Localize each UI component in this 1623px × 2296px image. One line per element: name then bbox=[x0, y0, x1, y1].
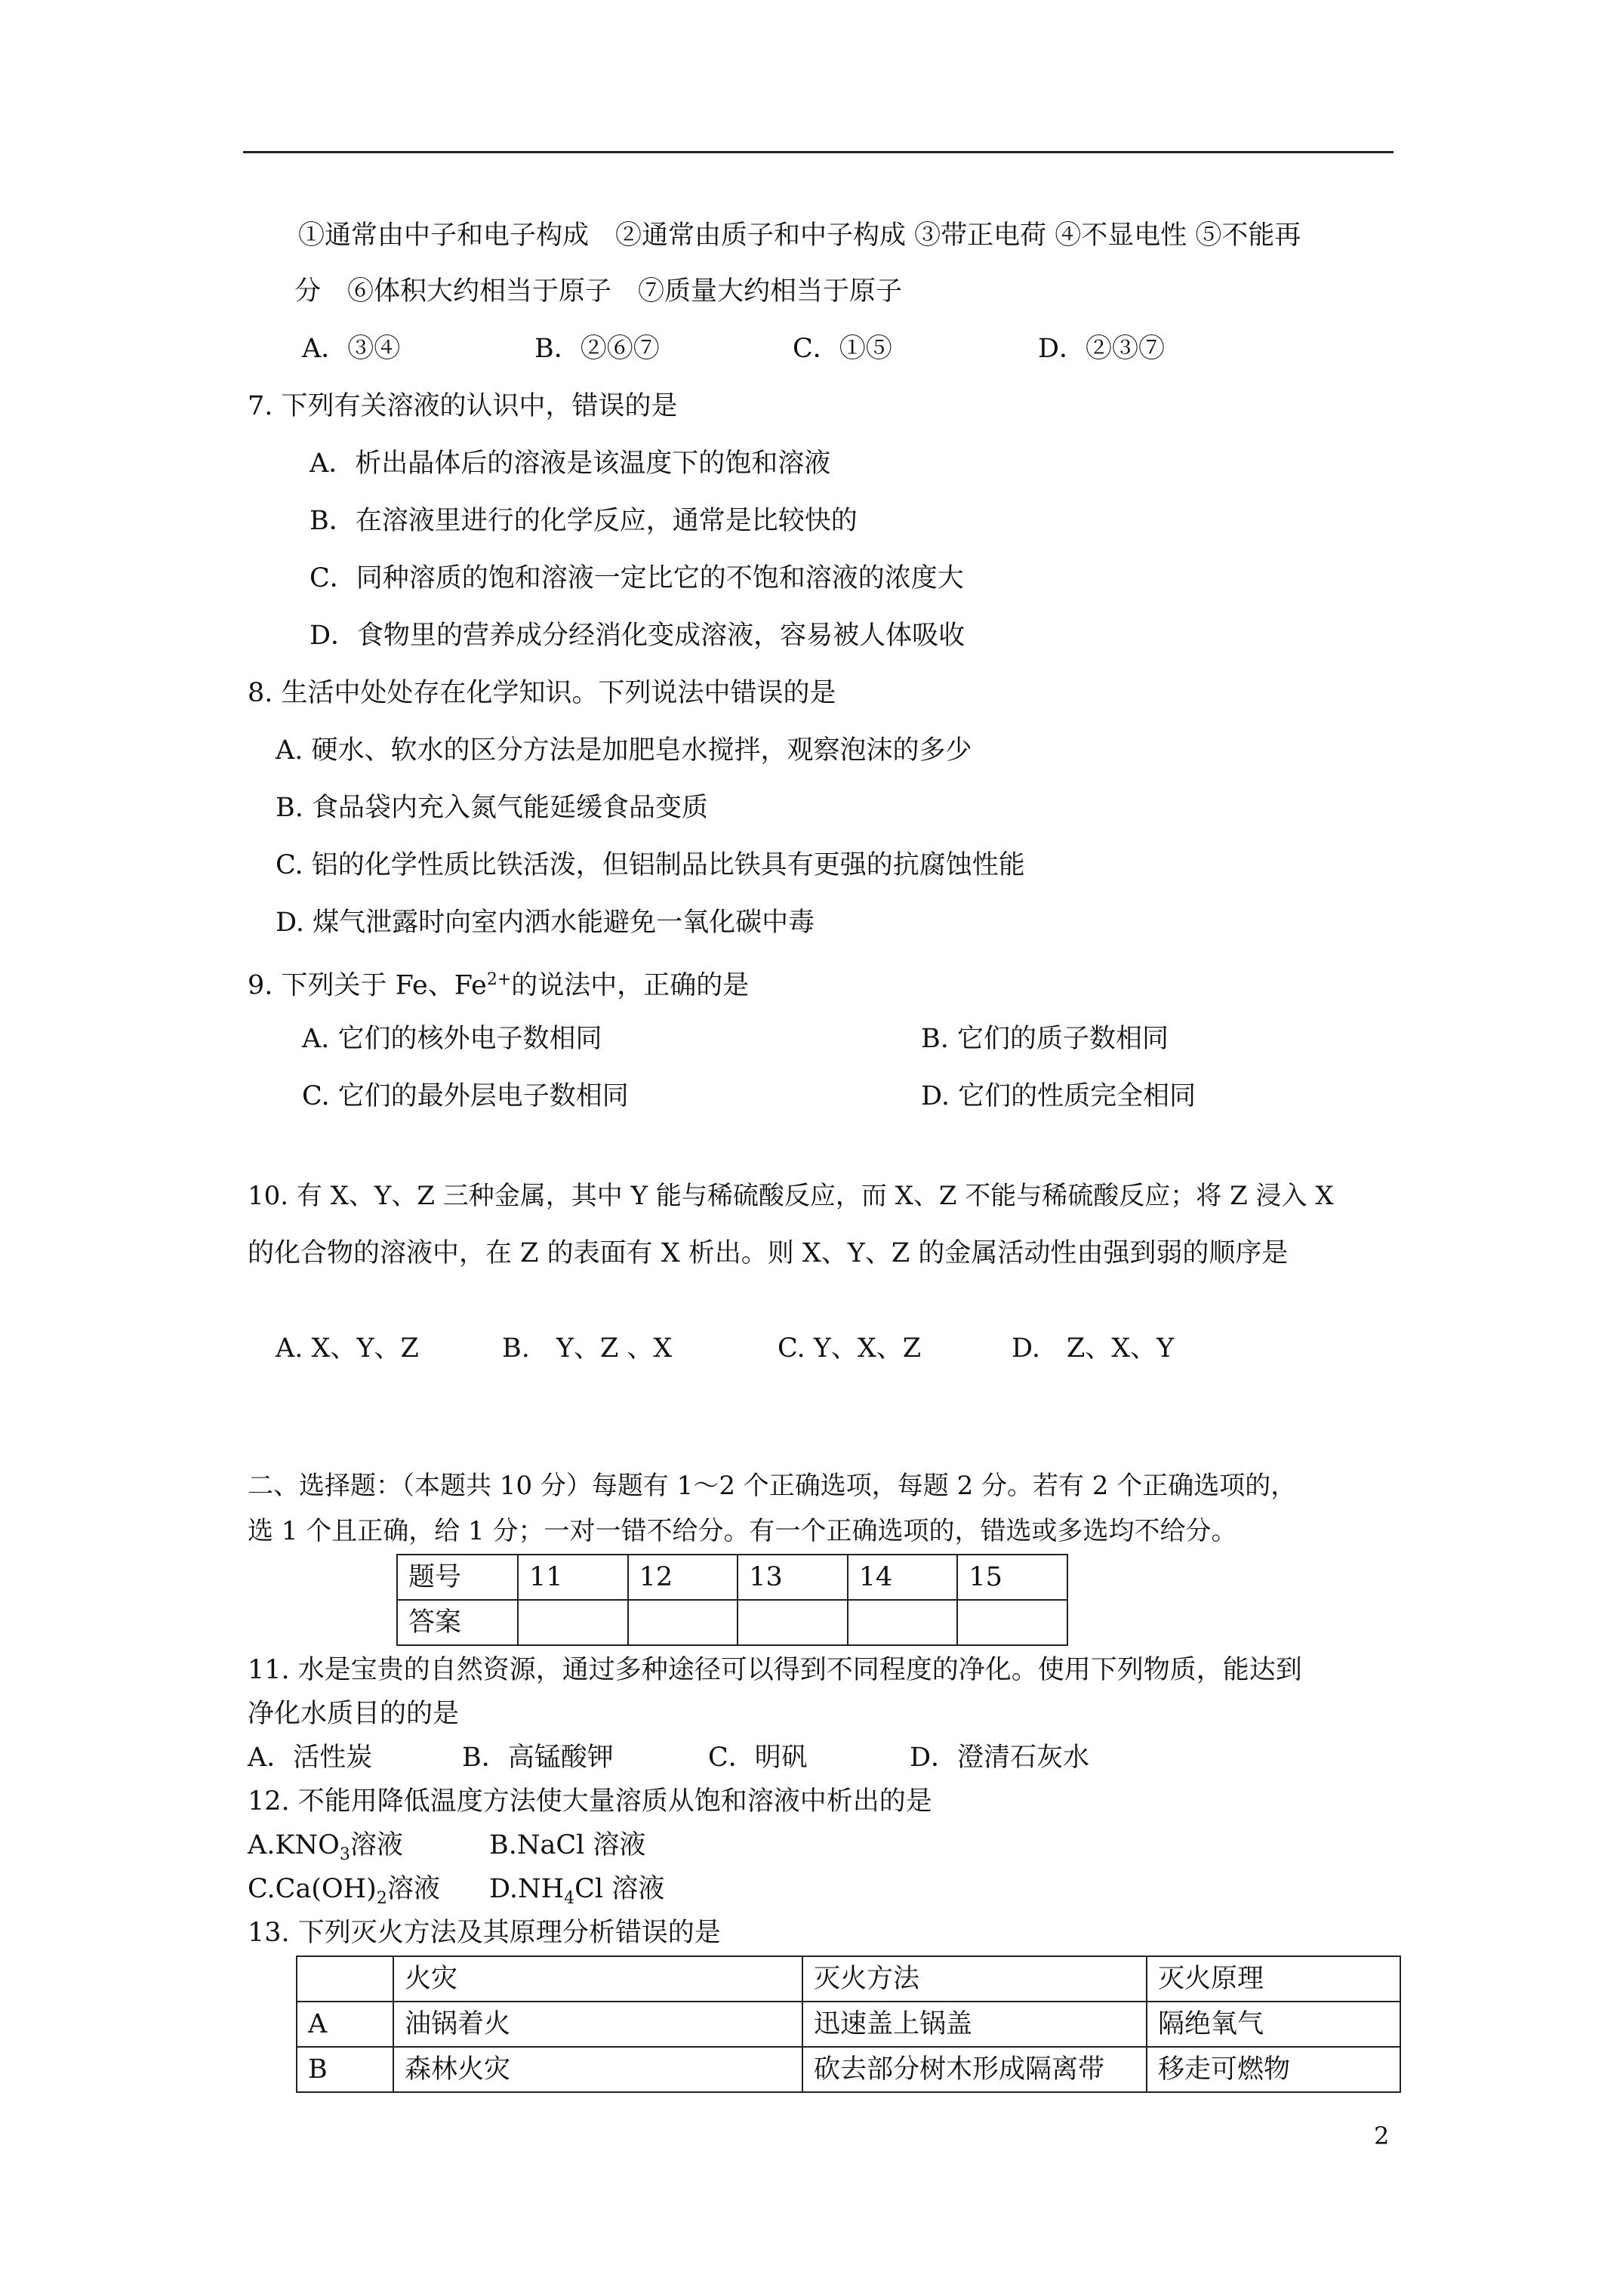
answer-blank-12[interactable] bbox=[628, 1600, 738, 1645]
answer-table-cell: 15 bbox=[957, 1555, 1067, 1600]
q12-option-d-sub: 4 bbox=[564, 1889, 575, 1908]
q9-stem-charge: 2+ bbox=[486, 970, 512, 989]
q12-option-c-sub: 2 bbox=[376, 1889, 387, 1908]
q11-option-d: D．澄清石灰水 bbox=[910, 1743, 1090, 1773]
q11-option-a: A．活性炭 bbox=[248, 1743, 373, 1773]
q12-option-a-sub: 3 bbox=[339, 1845, 350, 1864]
q10-option-c: C. Y、X、Z bbox=[778, 1333, 922, 1364]
q11-line1: 11. 水是宝贵的自然资源，通过多种途径可以得到不同程度的净化。使用下列物质，能达到 bbox=[248, 1655, 1302, 1685]
q12-option-d bbox=[489, 1871, 664, 1917]
q10-option-d: D. Z、X、Y bbox=[1012, 1333, 1175, 1364]
fire-table bbox=[296, 1955, 1401, 2093]
fire-table-cell: 砍去部分树木形成隔离带 bbox=[802, 2047, 1147, 2092]
section2-line2: 选 1 个且正确，给 1 分；一对一错不给分。有一个正确选项的，错选或多选均不给分。 bbox=[248, 1516, 1237, 1546]
q12-option-a-pre: A.KNO bbox=[248, 1830, 340, 1860]
q11-option-c: C．明矾 bbox=[708, 1743, 808, 1773]
q10-line1: 10. 有 X、Y、Z 三种金属，其中 Y 能与稀硫酸反应，而 X、Z 不能与稀硫酸反应；将 Z 浸入 X bbox=[248, 1181, 1334, 1211]
answer-table-row-answers bbox=[397, 1600, 1067, 1645]
fire-table-cell: 油锅着火 bbox=[393, 2002, 802, 2047]
q9-option-a: A. 它们的核外电子数相同 bbox=[302, 1024, 602, 1054]
q9-option-b: B. 它们的质子数相同 bbox=[921, 1024, 1169, 1054]
q8-option-c: C. 铝的化学性质比铁活泼，但铝制品比铁具有更强的抗腐蚀性能 bbox=[276, 850, 1025, 880]
q6-option-d: D．②③⑦ bbox=[1038, 334, 1166, 364]
q12-option-d-post: Cl 溶液 bbox=[574, 1874, 665, 1904]
q9-stem-prefix: 9. 下列关于 Fe、Fe bbox=[248, 970, 487, 1001]
q10-option-b: B. Y、Z 、X bbox=[502, 1333, 673, 1364]
q12-option-c-post: 溶液 bbox=[387, 1874, 440, 1904]
q6-option-b: B．②⑥⑦ bbox=[534, 334, 660, 364]
header-rule bbox=[243, 151, 1394, 153]
answer-table-cell: 答案 bbox=[397, 1600, 518, 1645]
q6-option-c: C．①⑤ bbox=[793, 334, 892, 364]
fire-table-cell: 灭火方法 bbox=[802, 1956, 1147, 2002]
page-number: 2 bbox=[1374, 2122, 1390, 2150]
q9-option-d: D. 它们的性质完全相同 bbox=[921, 1081, 1196, 1111]
fire-table-row bbox=[297, 2047, 1400, 2092]
q7-option-d: D．食物里的营养成分经消化变成溶液，容易被人体吸收 bbox=[310, 621, 965, 651]
fire-table-cell: 隔绝氧气 bbox=[1147, 2002, 1400, 2047]
q8-option-d: D. 煤气泄露时向室内洒水能避免一氧化碳中毒 bbox=[276, 908, 815, 938]
fire-table-cell: 灭火原理 bbox=[1147, 1956, 1400, 2002]
answer-blank-15[interactable] bbox=[957, 1600, 1067, 1645]
q10-option-a: A. X、Y、Z bbox=[276, 1333, 419, 1364]
fire-table-cell: 森林火灾 bbox=[393, 2047, 802, 2092]
q12-option-d-pre: D.NH bbox=[489, 1874, 565, 1904]
q8-option-a: A. 硬水、软水的区分方法是加肥皂水搅拌，观察泡沫的多少 bbox=[276, 735, 972, 766]
fire-table-cell: 移走可燃物 bbox=[1147, 2047, 1400, 2092]
q9-stem-suffix: 的说法中，正确的是 bbox=[511, 970, 750, 1001]
fire-table-cell: 火灾 bbox=[393, 1956, 802, 2002]
answer-table bbox=[396, 1554, 1068, 1646]
answer-table-cell: 题号 bbox=[397, 1555, 518, 1600]
answer-blank-13[interactable] bbox=[738, 1600, 848, 1645]
section2-line1: 二、选择题：（本题共 10 分）每题有 1～2 个正确选项，每题 2 分。若有 2 个正确选项的， bbox=[248, 1471, 1297, 1501]
fire-table-row bbox=[297, 2002, 1400, 2047]
q6-line1: ①通常由中子和电子构成 ②通常由质子和中子构成 ③带正电荷 ④不显电性 ⑤不能再 bbox=[298, 220, 1301, 251]
q7-stem: 7. 下列有关溶液的认识中，错误的是 bbox=[248, 391, 678, 421]
q8-option-b: B. 食品袋内充入氮气能延缓食品变质 bbox=[276, 793, 708, 823]
q12-stem: 12. 不能用降低温度方法使大量溶质从饱和溶液中析出的是 bbox=[248, 1786, 932, 1817]
q9-stem bbox=[248, 962, 749, 1004]
q12-option-a bbox=[248, 1827, 403, 1873]
answer-blank-11[interactable] bbox=[518, 1600, 628, 1645]
q7-option-c: C．同种溶质的饱和溶液一定比它的不饱和溶液的浓度大 bbox=[310, 563, 964, 593]
q6-line2: 分 ⑥体积大约相当于原子 ⑦质量大约相当于原子 bbox=[294, 276, 903, 307]
fire-table-header bbox=[297, 1956, 1400, 2002]
q7-option-b: B．在溶液里进行的化学反应，通常是比较快的 bbox=[310, 506, 858, 536]
fire-table-cell: 迅速盖上锅盖 bbox=[802, 2002, 1147, 2047]
fire-table-cell: A bbox=[297, 2002, 393, 2047]
answer-table-cell: 14 bbox=[848, 1555, 958, 1600]
fire-table-cell: B bbox=[297, 2047, 393, 2092]
q10-line2: 的化合物的溶液中，在 Z 的表面有 X 析出。则 X、Y、Z 的金属活动性由强到弱的顺序是 bbox=[248, 1238, 1289, 1268]
answer-table-row-numbers bbox=[397, 1555, 1067, 1600]
q9-option-c: C. 它们的最外层电子数相同 bbox=[302, 1081, 629, 1111]
q12-option-c-pre: C.Ca(OH) bbox=[248, 1874, 377, 1904]
q12-option-a-post: 溶液 bbox=[350, 1830, 403, 1860]
q8-stem: 8. 生活中处处存在化学知识。下列说法中错误的是 bbox=[248, 678, 836, 708]
answer-blank-14[interactable] bbox=[848, 1600, 958, 1645]
q13-stem: 13. 下列灭火方法及其原理分析错误的是 bbox=[248, 1918, 721, 1948]
q6-option-a: A．③④ bbox=[302, 334, 401, 364]
q7-option-a: A．析出晶体后的溶液是该温度下的饱和溶液 bbox=[310, 448, 831, 479]
answer-table-cell: 11 bbox=[518, 1555, 628, 1600]
answer-table-cell: 12 bbox=[628, 1555, 738, 1600]
q11-line2: 净化水质目的的是 bbox=[248, 1699, 460, 1729]
answer-table-cell: 13 bbox=[738, 1555, 848, 1600]
q12-option-c bbox=[248, 1871, 440, 1917]
q12-option-b: B.NaCl 溶液 bbox=[489, 1830, 646, 1860]
fire-table-cell bbox=[297, 1956, 393, 2002]
q11-option-b: B．高锰酸钾 bbox=[462, 1743, 614, 1773]
